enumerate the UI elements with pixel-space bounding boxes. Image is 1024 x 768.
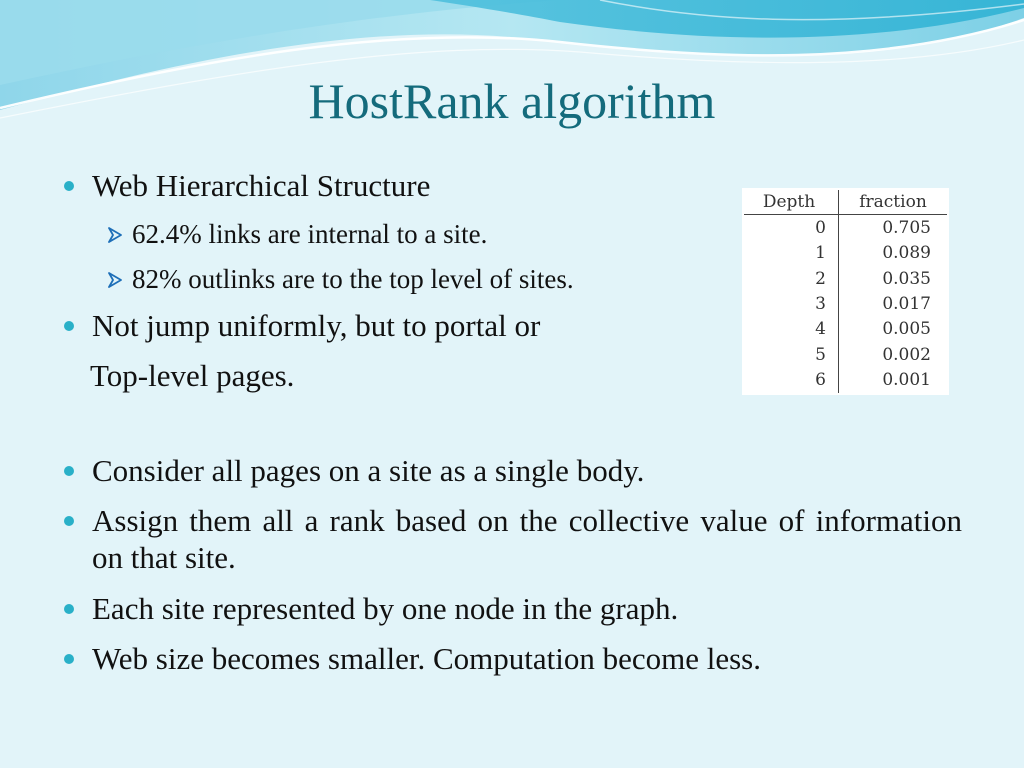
bullet-web-size: Web size becomes smaller. Computation become less. — [92, 641, 761, 676]
table-header-fraction: fraction — [839, 190, 948, 215]
depth-cell: 6 — [744, 368, 839, 393]
round-bullet-icon — [64, 516, 74, 526]
bullet-not-jump-uniformly: Not jump uniformly, but to portal or — [92, 308, 541, 343]
fraction-cell: 0.002 — [882, 344, 931, 365]
round-bullet-icon — [64, 321, 74, 331]
sub-bullet-internal-links: 62.4% links are internal to a site. — [132, 219, 488, 249]
slide-title: HostRank algorithm — [308, 73, 716, 129]
fraction-cell: 0.005 — [882, 319, 931, 340]
round-bullet-icon — [64, 654, 74, 664]
bullet-assign-rank: Assign them all a rank based on the collective value of information on that site. — [92, 503, 962, 576]
fraction-cell: 0.705 — [882, 217, 931, 238]
bullet-one-node: Each site represented by one node in the graph. — [92, 591, 679, 626]
depth-cell: 4 — [744, 317, 839, 342]
bullet-single-body: Consider all pages on a site as a single body. — [92, 453, 645, 488]
round-bullet-icon — [64, 604, 74, 614]
depth-cell: 3 — [744, 291, 839, 316]
table-header-row — [744, 190, 947, 215]
table-row — [744, 342, 947, 367]
table-row — [744, 215, 947, 241]
depth-cell: 5 — [744, 342, 839, 367]
round-bullet-icon — [64, 181, 74, 191]
sub-bullet-outlinks: 82% outlinks are to the top level of sites. — [132, 264, 574, 294]
fraction-cell: 0.089 — [882, 243, 931, 264]
depth-fraction-table — [744, 190, 947, 393]
table-row — [744, 368, 947, 393]
fraction-cell: 0.001 — [882, 370, 931, 391]
bullet-continuation: Top-level pages. — [90, 358, 295, 393]
arrowhead-icon — [108, 227, 122, 243]
depth-cell: 2 — [744, 266, 839, 291]
table-header-depth: Depth — [744, 190, 839, 215]
table-row — [744, 317, 947, 342]
arrowhead-icon — [108, 272, 122, 288]
table-row — [744, 291, 947, 316]
depth-cell: 0 — [744, 215, 839, 241]
fraction-cell: 0.035 — [882, 268, 931, 289]
table-row — [744, 266, 947, 291]
round-bullet-icon — [64, 466, 74, 476]
table-row — [744, 240, 947, 265]
bullet-web-hierarchical: Web Hierarchical Structure — [92, 168, 431, 203]
depth-cell: 1 — [744, 240, 839, 265]
fraction-cell: 0.017 — [882, 294, 931, 314]
